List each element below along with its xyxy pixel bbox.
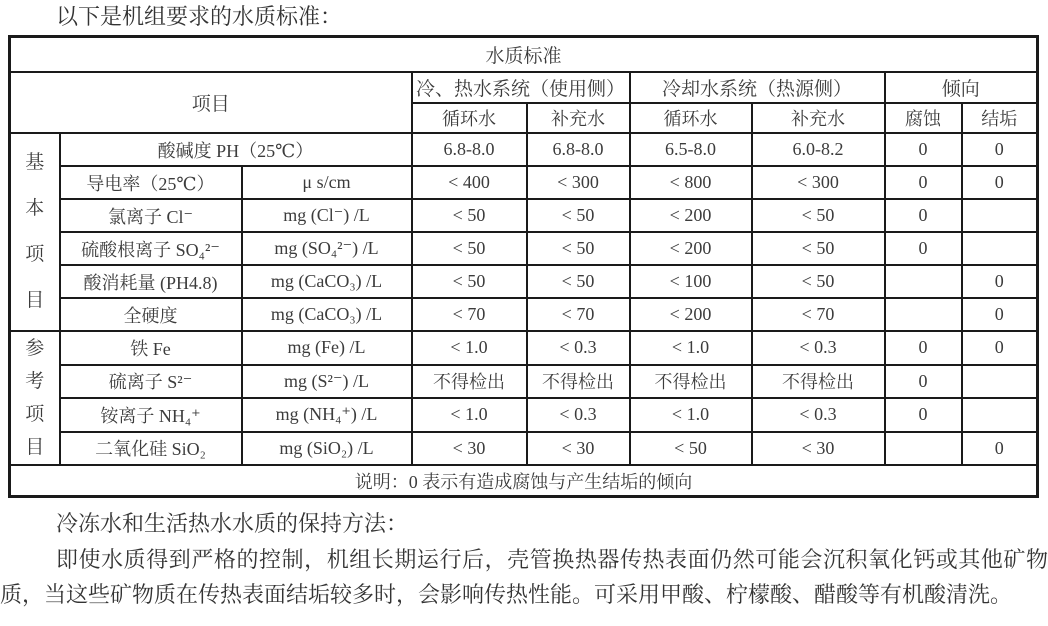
cell-corrosion: 0 bbox=[885, 398, 962, 432]
cell-corrosion: 0 bbox=[885, 365, 962, 399]
cell-value: < 1.0 bbox=[630, 398, 752, 432]
category-reference-items bbox=[10, 331, 60, 465]
cell-value: < 30 bbox=[412, 432, 527, 466]
cell-unit: mg (CaCO₃) /L bbox=[242, 298, 412, 331]
category-basic-label: 基本项目 bbox=[25, 152, 45, 311]
cell-value: < 1.0 bbox=[630, 331, 752, 365]
cell-value: < 70 bbox=[527, 298, 630, 331]
header-item: 项目 bbox=[10, 72, 412, 133]
footer-heading: 冷冻水和生活热水水质的保持方法： bbox=[56, 511, 409, 536]
cell-value: < 300 bbox=[527, 166, 630, 199]
cell-unit: mg (Cl⁻) /L bbox=[242, 199, 412, 232]
cell-unit: mg (NH₄⁺) /L bbox=[242, 398, 412, 432]
intro-text: 以下是机组要求的水质标准： bbox=[56, 4, 343, 29]
table-row bbox=[10, 232, 1038, 265]
cell-corrosion: 0 bbox=[885, 331, 962, 365]
cell-value: < 50 bbox=[527, 199, 630, 232]
cell-scale: 0 bbox=[962, 133, 1038, 166]
table-row bbox=[10, 398, 1038, 432]
cell-unit: μ s/cm bbox=[242, 166, 412, 199]
cell-value: < 50 bbox=[412, 265, 527, 298]
cell-value: < 30 bbox=[527, 432, 630, 466]
table-title-row bbox=[10, 37, 1038, 73]
cell-item: 酸碱度 PH（25℃） bbox=[60, 133, 412, 166]
cell-value: < 300 bbox=[752, 166, 885, 199]
cell-unit: mg (SiO₂) /L bbox=[242, 432, 412, 466]
header-scaling: 结垢 bbox=[962, 103, 1038, 133]
cell-value: < 0.3 bbox=[527, 331, 630, 365]
cell-value: < 0.3 bbox=[527, 398, 630, 432]
footer-paragraph: 即使水质得到严格的控制，机组长期运行后，壳管换热器传热表面仍然可能会沉积氧化钙或其他矿物质，当这些矿物质在传热表面结垢较多时，会影响传热性能。可采用甲酸、柠檬酸、醋酸等有机酸清洗。 bbox=[0, 547, 1048, 607]
cell-scale: 0 bbox=[962, 432, 1038, 466]
cell-value: 6.8-8.0 bbox=[527, 133, 630, 166]
cell-corrosion bbox=[885, 432, 962, 466]
cell-value: < 50 bbox=[527, 265, 630, 298]
header-makeup-water-2: 补充水 bbox=[752, 103, 885, 133]
cell-unit: mg (CaCO₃) /L bbox=[242, 265, 412, 298]
cell-item: 导电率（25℃） bbox=[60, 166, 242, 199]
cell-scale: 0 bbox=[962, 265, 1038, 298]
header-makeup-water-1: 补充水 bbox=[527, 103, 630, 133]
cell-value: < 50 bbox=[412, 232, 527, 265]
cell-value: < 50 bbox=[630, 432, 752, 466]
cell-scale bbox=[962, 199, 1038, 232]
cell-value: 6.5-8.0 bbox=[630, 133, 752, 166]
cell-item: 全硬度 bbox=[60, 298, 242, 331]
cell-value: < 70 bbox=[412, 298, 527, 331]
cell-item: 氯离子 Cl⁻ bbox=[60, 199, 242, 232]
table-note: 说明：0 表示有造成腐蚀与产生结垢的倾向 bbox=[10, 465, 1038, 497]
header-group-tendency: 倾向 bbox=[885, 72, 1038, 103]
cell-unit: mg (Fe) /L bbox=[242, 331, 412, 365]
table-row bbox=[10, 133, 1038, 166]
cell-corrosion bbox=[885, 298, 962, 331]
cell-value: < 1.0 bbox=[412, 331, 527, 365]
cell-value: < 50 bbox=[527, 232, 630, 265]
cell-item: 硫酸根离子 SO₄²⁻ bbox=[60, 232, 242, 265]
cell-value: < 50 bbox=[752, 232, 885, 265]
cell-unit: mg (SO₄²⁻) /L bbox=[242, 232, 412, 265]
table-note-row bbox=[10, 465, 1038, 497]
cell-scale: 0 bbox=[962, 331, 1038, 365]
cell-item: 铁 Fe bbox=[60, 331, 242, 365]
cell-value: < 70 bbox=[752, 298, 885, 331]
cell-scale bbox=[962, 365, 1038, 399]
cell-value: < 0.3 bbox=[752, 398, 885, 432]
table-row bbox=[10, 331, 1038, 365]
table-row bbox=[10, 365, 1038, 399]
cell-item: 二氧化硅 SiO₂ bbox=[60, 432, 242, 466]
cell-value: < 0.3 bbox=[752, 331, 885, 365]
cell-value: 不得检出 bbox=[752, 365, 885, 399]
cell-item: 铵离子 NH₄⁺ bbox=[60, 398, 242, 432]
header-circulating-water-1: 循环水 bbox=[412, 103, 527, 133]
table-row bbox=[10, 298, 1038, 331]
cell-value: 不得检出 bbox=[412, 365, 527, 399]
cell-item: 硫离子 S²⁻ bbox=[60, 365, 242, 399]
cell-scale: 0 bbox=[962, 298, 1038, 331]
cell-value: < 50 bbox=[752, 199, 885, 232]
category-basic-items bbox=[10, 133, 60, 331]
cell-corrosion bbox=[885, 265, 962, 298]
cell-value: < 50 bbox=[412, 199, 527, 232]
water-quality-table bbox=[8, 35, 1039, 498]
cell-value: < 200 bbox=[630, 298, 752, 331]
table-row bbox=[10, 199, 1038, 232]
table-row bbox=[10, 265, 1038, 298]
table-row bbox=[10, 432, 1038, 466]
table-row bbox=[10, 166, 1038, 199]
cell-scale: 0 bbox=[962, 166, 1038, 199]
cell-item: 酸消耗量 (PH4.8) bbox=[60, 265, 242, 298]
cell-corrosion: 0 bbox=[885, 232, 962, 265]
table-title: 水质标准 bbox=[10, 37, 1038, 73]
cell-value: < 800 bbox=[630, 166, 752, 199]
cell-unit: mg (S²⁻) /L bbox=[242, 365, 412, 399]
cell-scale bbox=[962, 232, 1038, 265]
cell-scale bbox=[962, 398, 1038, 432]
header-group-heat-source-side: 冷却水系统（热源侧） bbox=[630, 72, 885, 103]
header-group-row bbox=[10, 72, 1038, 103]
cell-value: < 30 bbox=[752, 432, 885, 466]
cell-value: 不得检出 bbox=[527, 365, 630, 399]
header-group-use-side: 冷、热水系统（使用侧） bbox=[412, 72, 630, 103]
cell-value: < 100 bbox=[630, 265, 752, 298]
cell-corrosion: 0 bbox=[885, 133, 962, 166]
cell-value: 6.8-8.0 bbox=[412, 133, 527, 166]
header-circulating-water-2: 循环水 bbox=[630, 103, 752, 133]
cell-value: < 50 bbox=[752, 265, 885, 298]
cell-corrosion: 0 bbox=[885, 166, 962, 199]
cell-value: < 400 bbox=[412, 166, 527, 199]
header-corrosion: 腐蚀 bbox=[885, 103, 962, 133]
cell-value: 不得检出 bbox=[630, 365, 752, 399]
cell-value: < 200 bbox=[630, 199, 752, 232]
cell-corrosion: 0 bbox=[885, 199, 962, 232]
cell-value: 6.0-8.2 bbox=[752, 133, 885, 166]
category-reference-label: 参考项目 bbox=[25, 338, 45, 458]
cell-value: < 1.0 bbox=[412, 398, 527, 432]
cell-value: < 200 bbox=[630, 232, 752, 265]
